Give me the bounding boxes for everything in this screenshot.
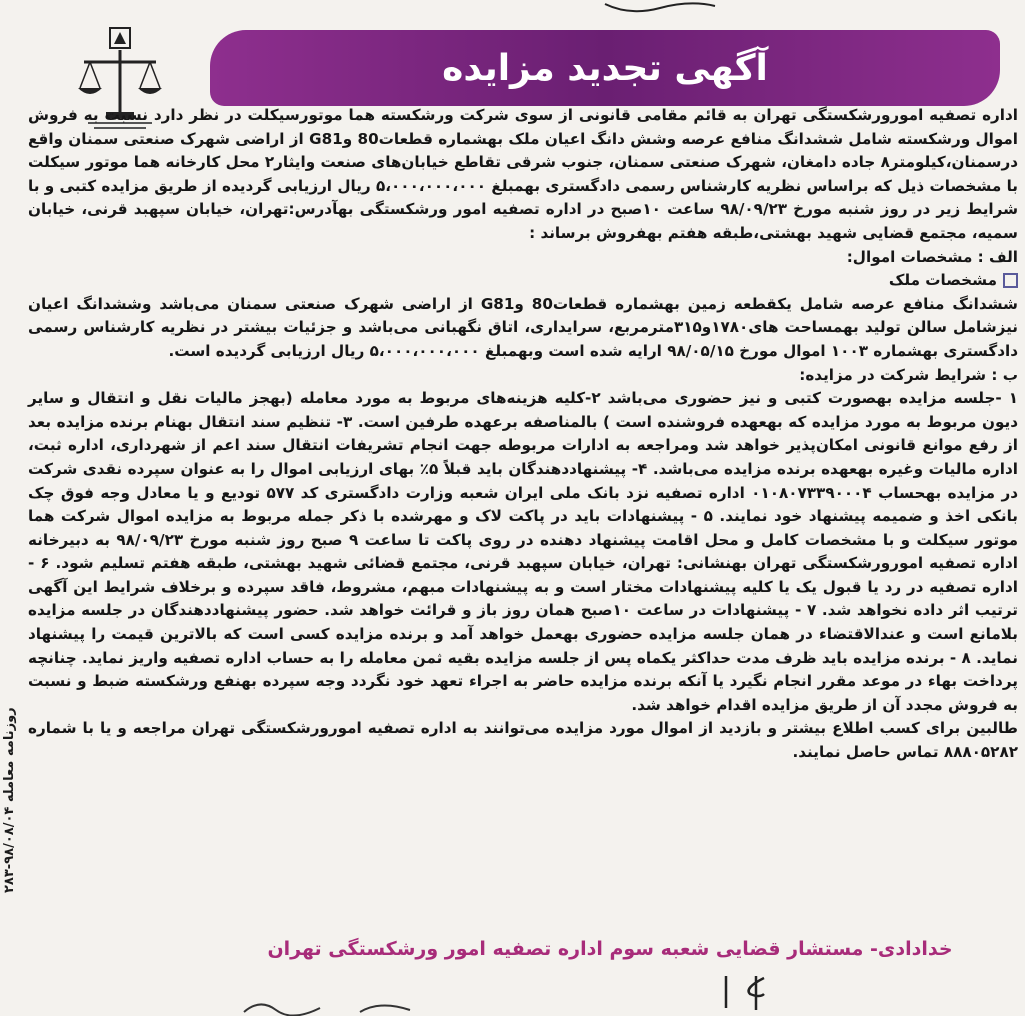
section-a-heading: الف : مشخصات اموال: <box>846 247 1018 266</box>
notice-body <box>28 104 1018 765</box>
intro-paragraph: اداره تصفیه امورورشکستگی تهران به قائم مقامی قانونی از سوی شرکت ورشکسته هما موتورسیکلت در نظر دارد نسبت به فروش اموال ورشکسته شامل ششدانگ منافع عرصه وشش دانگ اعیان ملک بهشماره قطعات80 وG81 از اراضی شهرک صنعتی سمنان واقع درسمنان،کیلومتر۸ جاده دامغان، شهرک صنعتی سمنان، جنوب شرقی تقاطع خیابان‌های صنعت وایثار۲ محل کارخانه هما موتور سیکلت با مشخصات ذیل که براساس نظریه کارشناس رسمی دادگستری بهمبلغ ۵،۰۰۰،۰۰۰،۰۰۰ ریال ارزیابی گردیده از طریق مزایده کتبی و با شرایط زیر در روز شنبه مورخ ۹۸/۰۹/۲۳ ساعت ۱۰صبح در اداره تصفیه امور ورشکستگی بهآدرس:تهران، خیابان سپهبد قرنی، خیابان سمیه، مجتمع قضایی شهید بهشتی،طبقه هفتم بهفروش برساند : <box>28 106 1019 242</box>
property-paragraph: ششدانگ منافع عرصه شامل یکقطعه زمین بهشماره قطعات80 وG81 از اراضی شهرک صنعتی سمنان می‌باشد وششدانگ اعیان نیزشامل سالن تولید بهمساحت های۱۷۸۰و۳۱۵مترمربع، سرایداری، اتاق نگهبانی می‌باشد و جزئیات بیشتر در نظریه کارشناس رسمی دادگستری بهشماره ۱۰۰۳ اموال مورخ ۹۸/۰۵/۱۵ ارایه شده است وبهمبلغ ۵،۰۰۰،۰۰۰،۰۰۰ ریال ارزیابی گردیده است. <box>28 294 1018 360</box>
notice-title: آگهی تجدید مزایده <box>442 47 768 89</box>
handwritten-number <box>720 972 780 1012</box>
section-b-heading: ب : شرایط شرکت در مزایده: <box>799 365 1018 384</box>
signature-footer: خدادادی- مستشار قضایی شعبه سوم اداره تصفیه امور ورشکستگی تهران <box>267 938 953 960</box>
property-heading-row <box>28 269 1018 293</box>
title-banner <box>210 30 1000 106</box>
newspaper-side-label: روزنامه معامله ۹۸/۰۸/۰۴-۲۸۳ <box>2 707 17 893</box>
property-heading: مشخصات ملک <box>888 271 997 290</box>
conditions-paragraph: ۱ -جلسه مزایده بهصورت کتبی و نیز حضوری می‌باشد ۲-کلیه هزینه‌های مربوط به مورد معامله (بهجز مالیات نقل و انتقال و سایر دیون مربوط به مورد مزایده که بهعهده فروشنده است ) بالمناصفه برعهده طرفین است. ۳- تنظیم سند انتقال بهنام برنده مزایده بعد از رفع موانع قانونی امکان‌پذیر خواهد شد ومراجعه به ادارات مربوطه جهت انجام تشریفات انتقال سند اعم از شهرداری، اداره ثبت، اداره مالیات وغیره بهعهده برنده مزایده می‌باشد. ۴- پیشنهاددهندگان باید قبلاً ۵٪ بهای ارزیابی اموال را به عنوان سپرده نقدی شرکت در مزایده بهحساب ۰۱۰۸۰۷۳۳۹۰۰۰۴ اداره تصفیه نزد بانک ملی ایران شعبه وزارت دادگستری کد ۵۷۷ تودیع و یا معادل وجه فوق چک بانکی اخذ و ضمیمه پیشنهاد خود نمایند. ۵ - پیشنهادات باید در پاکت لاک و مهرشده با ذکر جمله مربوط به مزایده اموال شرکت هما موتور سیکلت و با مشخصات کامل و محل اقامت پیشنهاد دهنده در روی پاکت تا ساعت ۹ صبح روز شنبه مورخ ۹۸/۰۹/۲۳ به دبیرخانه اداره تصفیه امورورشکستگی تهران بهنشانی: تهران، خیابان سپهبد قرنی، مجتمع قضائی شهید بهشتی، طبقه هفتم تسلیم شود. ۶ - اداره تصفیه در رد یا قبول یک یا کلیه پیشنهادات مختار است و به پیشنهادات مبهم، مشروط، فاقد سپرده و برخلاف شرایط این آگهی ترتیب اثر داده نخواهد شد. ۷ - پیشنهادات در ساعت ۱۰صبح همان روز باز و قرائت خواهد شد. حضور پیشنهاددهندگان در جلسه مزایده بلامانع است و عندالاقتضاء در همان جلسه مزایده حضوری بهعمل خواهد آمد و برنده مزایده کسی است که بالاترین قیمت را پیشنهاد نماید. ۸ - برنده مزایده باید ظرف مدت حداکثر یکماه پس از جلسه مزایده بقیه ثمن معامله را به حساب اداره تصفیه واریز نماید. چنانچه پرداخت بهاء در موعد مقرر انجام نگیرد یا آنکه برنده مزایده حاضر به اجراء تعهد خود نگردد وجه سپرده بهنفع ورشکسته ضبط و نسبت به فروش مجدد آن از طریق مزایده اقدام خواهد شد. <box>28 389 1018 714</box>
checkbox-square-icon <box>1003 273 1018 288</box>
contact-paragraph: طالبین برای کسب اطلاع بیشتر و بازدید از اموال مورد مزایده می‌توانند به اداره تصفیه امورورشکستگی تهران مراجعه و یا با شماره ۸۸۸۰۵۲۸۲ تماس حاصل نمایند. <box>28 719 1018 762</box>
handwritten-scribble-bottom <box>240 998 440 1016</box>
handwritten-scribble-top <box>600 0 720 20</box>
